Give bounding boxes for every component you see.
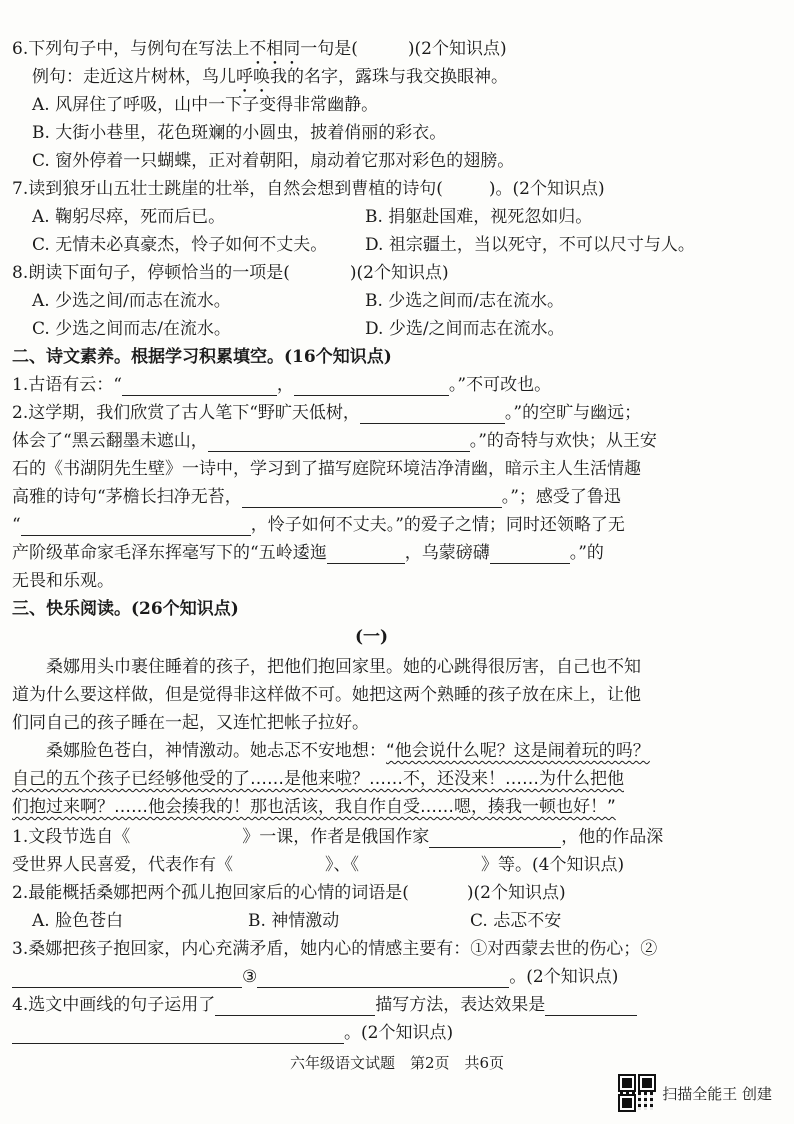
q3-1-l2c: 》等。(4个知识点) [481,855,625,875]
sec2-q2-l2a: 体会了“黑云翻墨未遮山， [12,431,208,451]
passage-subtitle: (一) [355,627,389,647]
passage-para1-line1: 桑娜用头巾裹住睡着的孩子，把他们抱回家里。她的心跳得很厉害，自己也不知 [46,657,641,677]
qr-code-icon [620,1076,654,1110]
q8-close: )(2个知识点) [349,263,449,283]
sec2-q1-c: 。”不可改也。 [448,375,552,395]
sec2-q1-a: 1.古语有云：“ [12,375,122,395]
q3-2-option-a[interactable]: A. 脸色苍白 [32,911,124,931]
q3-2-close: )(2个知识点) [466,883,566,903]
sec2-q1 [12,374,551,396]
sec2-q2-l5b: ，怜子如何不丈夫。”的爱子之情；同时还领略了无 [250,515,625,535]
q3-1-author-blank[interactable] [429,829,561,848]
sec2-q1-blank2[interactable] [294,377,449,396]
q6-option-c[interactable]: C. 窗外停着一只蝴蝶，正对着朝阳，扇动着它那对彩色的翅膀。 [32,151,515,171]
q3-2-option-c[interactable]: C. 忐忑不安 [470,911,562,931]
q3-1-line1 [12,826,663,848]
passage-para2-l1a: 桑娜脸色苍白，神情激动。她忐忑不安地想： [46,741,386,761]
q3-1-a: 1.文段节选自《 [12,827,131,847]
q7-close: )。(2个知识点) [488,179,605,199]
sec2-q2-blank5[interactable] [327,545,405,564]
sec2-q2-l6c: 。”的 [569,543,604,563]
scanner-label: 扫描全能王 创建 [662,1084,772,1103]
q3-4-blank3[interactable] [12,1025,344,1044]
q6-close: )(2个知识点) [407,39,507,59]
q3-4-b: 描写方法，表达效果是 [375,995,546,1015]
passage-para2-line3: 们抱过来啊？……他会揍我的！那也活该，我自作自受……嗯，揍我一顿也好！” [12,797,616,817]
q6-stem [12,38,507,69]
scanner-watermark [620,1076,772,1110]
q6-example [32,66,508,97]
sec2-q2-line4 [12,486,621,508]
q3-1-l2a: 受世界人民喜爱，代表作有《 [12,855,233,875]
sec2-q2-l6a: 产阶级革命家毛泽东挥毫写下的“五岭逶迤 [12,543,327,563]
q3-4-line2 [12,1022,453,1044]
q6-option-a[interactable]: A. 风屏住了呼吸，山中一下子变得非常幽静。 [32,95,379,115]
sec2-q1-blank1[interactable] [122,377,277,396]
q3-3-blank1[interactable] [12,969,242,988]
q6-dotted-words: 不相同 [249,39,301,59]
section2-title: 二、诗文素养。根据学习积累填空。(16个知识点) [12,347,392,367]
sec2-q2-blank6[interactable] [490,545,570,564]
page-footer: 六年级语文试题 第2页 共6页 [289,1054,505,1072]
sec2-q2-l1b: 。”的空旷与幽远； [504,403,642,423]
sec2-q2-l6b: ，乌蒙磅礴 [404,543,490,563]
q3-2-stem [12,882,566,904]
sec2-q2-line5 [12,514,625,536]
q3-4-blank2[interactable] [545,997,637,1016]
sec2-q2-blank2[interactable] [208,433,470,452]
q3-2-option-b[interactable]: B. 神情激动 [248,911,340,931]
sec2-q2-line7: 无畏和乐观。 [12,571,114,591]
q7-option-b[interactable]: B. 捐躯赴国难，视死忽如归。 [365,207,593,227]
q3-1-b: 》一课，作者是俄国作家 [242,827,430,847]
q6-text2: 一句是( [300,39,358,59]
q8-stem [12,262,449,284]
q8-text: 8.朗读下面句子，停顿恰当的一项是( [12,263,290,283]
sec2-q2-blank3[interactable] [242,489,502,508]
q6-text: 6.下列句子中，与例句在写法上 [12,39,250,59]
q3-4-line1 [12,994,637,1016]
q8-option-d[interactable]: D. 少选/之间而志在流水。 [365,319,565,339]
sec2-q2-line1 [12,402,641,424]
q3-3-blank2[interactable] [257,969,509,988]
passage-para2-l1b-underlined: “他会说什么呢？这是闹着玩的吗？ [386,741,650,761]
sec2-q2-line6 [12,542,604,564]
passage-para2-line1 [46,740,650,762]
q7-option-a[interactable]: A. 鞠躬尽瘁，死而后已。 [32,207,226,227]
q7-option-c[interactable]: C. 无情未必真豪杰，怜子如何不丈夫。 [32,235,328,255]
sec2-q2-l5a: “ [12,515,21,535]
q3-3-line2 [12,966,618,988]
q3-2-text: 2.最能概括桑娜把两个孤儿抱回家后的心情的词语是( [12,883,409,903]
qr-corner-icon [640,1076,654,1090]
q7-option-d[interactable]: D. 祖宗疆土，当以死守，不可以尺寸与人。 [365,235,695,255]
passage-para1-line3: 们同自己的孩子睡在一起，又连忙把帐子拉好。 [12,713,369,733]
sec2-q2-line3: 石的《书湖阴先生壁》一诗中，学习到了描写庭院环境洁净清幽，暗示主人生活情趣 [12,459,641,479]
q7-stem [12,178,605,200]
sec2-q2-blank4[interactable] [21,517,251,536]
q8-option-a[interactable]: A. 少选之间/而志在流水。 [32,291,231,311]
q6-example-b: 我的名字，露珠与我交换眼神。 [270,67,508,87]
section3-title: 三、快乐阅读。(26个知识点) [12,599,239,619]
sec2-q2-blank1[interactable] [360,405,505,424]
sec2-q2-l2b: 。”的奇特与欢快；从王安 [469,431,657,451]
q6-example-dotted: 呼唤 [236,67,270,87]
q7-text: 7.读到狼牙山五壮士跳崖的壮举，自然会想到曹植的诗句( [12,179,443,199]
q3-3-l2a: ③ [242,967,258,987]
q6-example-a: 例句：走近这片树林，鸟儿 [32,67,236,87]
q8-option-c[interactable]: C. 少选之间而志/在流水。 [32,319,231,339]
q3-1-line2 [12,854,624,876]
q3-3-line1: 3.桑娜把孩子抱回家，内心充满矛盾，她内心的情感主要有：①对西蒙去世的伤心；② [12,939,658,959]
qr-corner-icon [620,1096,634,1110]
q6-option-b[interactable]: B. 大街小巷里，花色斑斓的小圆虫，披着俏丽的彩衣。 [32,123,447,143]
passage-para1-line2: 道为什么要这样做，但是觉得非这样做不可。她把这两个熟睡的孩子放在床上，让他 [12,685,641,705]
qr-corner-icon [620,1076,634,1090]
sec2-q1-b: ， [276,375,294,395]
sec2-q2-line2 [12,430,657,452]
q3-4-a: 4.选文中画线的句子运用了 [12,995,216,1015]
sec2-q2-l4b: 。”；感受了鲁迅 [501,487,621,507]
q3-3-l2b: 。(2个知识点) [509,967,619,987]
q3-4-l2: 。(2个知识点) [344,1023,454,1043]
q8-option-b[interactable]: B. 少选之间而/志在流水。 [365,291,565,311]
sec2-q2-l4a: 高雅的诗句“茅檐长扫净无苔， [12,487,242,507]
q3-4-blank1[interactable] [215,997,375,1016]
q3-1-l2b: 》、《 [325,855,359,875]
sec2-q2-l1a: 2.这学期，我们欣赏了古人笔下“野旷天低树， [12,403,360,423]
q3-1-c: ，他的作品深 [561,827,664,847]
passage-para2-line2: 自己的五个孩子已经够他受的了……是他来啦？……不，还没来！……为什么把他 [12,769,624,789]
